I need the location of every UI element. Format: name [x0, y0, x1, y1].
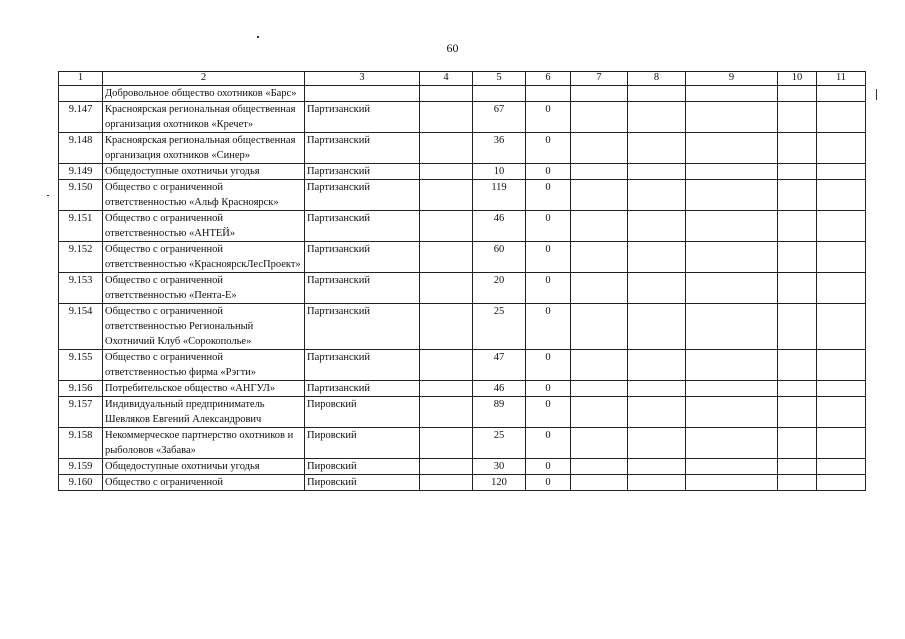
cell-empty-col-10 [778, 102, 817, 133]
cell-empty-col-11 [817, 381, 866, 397]
cell-name: Общедоступные охотничьи угодья [103, 459, 305, 475]
cell-name: Общество с ограниченной ответственностью «Пента-Е» [103, 273, 305, 304]
cell-num: 9.149 [59, 164, 103, 180]
cell-empty-col-9 [686, 180, 778, 211]
cell-empty-col-9 [686, 397, 778, 428]
table-row [59, 211, 866, 242]
cell-name: Красноярская региональная общественная организация охотников «Синер» [103, 133, 305, 164]
cell-empty-col-10 [778, 459, 817, 475]
cell-empty-col-9 [686, 381, 778, 397]
cell-c6 [526, 86, 571, 102]
cell-empty-col-9 [686, 102, 778, 133]
cell-num: 9.159 [59, 459, 103, 475]
cell-empty-col-10 [778, 350, 817, 381]
cell-name: Красноярская региональная общественная организация охотников «Кречет» [103, 102, 305, 133]
cell-empty-col-11 [817, 86, 866, 102]
cell-empty-col-7 [571, 133, 628, 164]
scan-speck [257, 36, 259, 38]
scan-speck [47, 195, 49, 196]
cell-num: 9.156 [59, 381, 103, 397]
cell-c4 [420, 350, 473, 381]
column-header-11: 11 [817, 72, 866, 86]
cell-c5: 60 [473, 242, 526, 273]
cell-c5: 89 [473, 397, 526, 428]
data-table [58, 71, 866, 491]
cell-empty-col-8 [628, 428, 686, 459]
cell-district: Пировский [305, 459, 420, 475]
scan-line-mark [876, 89, 877, 100]
cell-empty-col-11 [817, 211, 866, 242]
cell-empty-col-10 [778, 133, 817, 164]
cell-district: Пировский [305, 397, 420, 428]
cell-c5: 30 [473, 459, 526, 475]
cell-empty-col-7 [571, 475, 628, 491]
cell-name: Общество с ограниченной ответственностью «КрасноярскЛесПроект» [103, 242, 305, 273]
cell-empty-col-11 [817, 428, 866, 459]
cell-empty-col-9 [686, 211, 778, 242]
cell-c4 [420, 242, 473, 273]
cell-c4 [420, 180, 473, 211]
cell-empty-col-9 [686, 242, 778, 273]
column-header-2: 2 [103, 72, 305, 86]
table-row [59, 397, 866, 428]
column-header-6: 6 [526, 72, 571, 86]
cell-c6: 0 [526, 211, 571, 242]
column-header-4: 4 [420, 72, 473, 86]
cell-district: Пировский [305, 428, 420, 459]
cell-name: Общество с ограниченной ответственностью «Альф Красноярск» [103, 180, 305, 211]
cell-num: 9.148 [59, 133, 103, 164]
cell-num: 9.157 [59, 397, 103, 428]
column-header-10: 10 [778, 72, 817, 86]
cell-c4 [420, 459, 473, 475]
cell-num: 9.150 [59, 180, 103, 211]
cell-empty-col-11 [817, 180, 866, 211]
table-row [59, 459, 866, 475]
cell-c5 [473, 86, 526, 102]
cell-empty-col-9 [686, 475, 778, 491]
column-header-3: 3 [305, 72, 420, 86]
cell-empty-col-7 [571, 164, 628, 180]
cell-empty-col-11 [817, 475, 866, 491]
cell-empty-col-8 [628, 133, 686, 164]
cell-empty-col-9 [686, 86, 778, 102]
cell-name: Общедоступные охотничьи угодья [103, 164, 305, 180]
cell-empty-col-9 [686, 350, 778, 381]
cell-c6: 0 [526, 350, 571, 381]
cell-district [305, 86, 420, 102]
cell-empty-col-10 [778, 397, 817, 428]
table-row [59, 475, 866, 491]
column-header-8: 8 [628, 72, 686, 86]
cell-empty-col-8 [628, 242, 686, 273]
cell-c6: 0 [526, 102, 571, 133]
table-row [59, 428, 866, 459]
cell-c6: 0 [526, 304, 571, 350]
cell-c4 [420, 211, 473, 242]
cell-empty-col-7 [571, 428, 628, 459]
cell-empty-col-11 [817, 242, 866, 273]
cell-empty-col-8 [628, 397, 686, 428]
cell-district: Партизанский [305, 102, 420, 133]
cell-c4 [420, 304, 473, 350]
cell-district: Партизанский [305, 211, 420, 242]
cell-c5: 46 [473, 211, 526, 242]
cell-empty-col-10 [778, 180, 817, 211]
table-row [59, 86, 866, 102]
cell-empty-col-10 [778, 273, 817, 304]
cell-empty-col-10 [778, 475, 817, 491]
cell-c4 [420, 397, 473, 428]
cell-c6: 0 [526, 397, 571, 428]
cell-num: 9.152 [59, 242, 103, 273]
cell-empty-col-8 [628, 164, 686, 180]
cell-c5: 36 [473, 133, 526, 164]
cell-c5: 67 [473, 102, 526, 133]
cell-c6: 0 [526, 133, 571, 164]
cell-name: Индивидуальный предприниматель Шевляков Евгений Александрович [103, 397, 305, 428]
cell-name: Некоммерческое партнерство охотников и рыболовов «Забава» [103, 428, 305, 459]
cell-c5: 20 [473, 273, 526, 304]
cell-empty-col-11 [817, 397, 866, 428]
cell-c5: 120 [473, 475, 526, 491]
cell-empty-col-7 [571, 102, 628, 133]
column-header-5: 5 [473, 72, 526, 86]
cell-empty-col-8 [628, 459, 686, 475]
table-row [59, 164, 866, 180]
cell-empty-col-7 [571, 381, 628, 397]
cell-empty-col-7 [571, 180, 628, 211]
cell-c4 [420, 164, 473, 180]
cell-empty-col-8 [628, 304, 686, 350]
cell-empty-col-8 [628, 180, 686, 211]
cell-name: Добровольное общество охотников «Барс» [103, 86, 305, 102]
cell-empty-col-10 [778, 428, 817, 459]
table-row [59, 242, 866, 273]
cell-empty-col-7 [571, 350, 628, 381]
table-row [59, 381, 866, 397]
cell-c4 [420, 381, 473, 397]
cell-district: Партизанский [305, 180, 420, 211]
cell-empty-col-8 [628, 86, 686, 102]
cell-district: Партизанский [305, 133, 420, 164]
cell-c6: 0 [526, 381, 571, 397]
cell-c6: 0 [526, 428, 571, 459]
cell-district: Партизанский [305, 350, 420, 381]
cell-district: Партизанский [305, 242, 420, 273]
cell-empty-col-7 [571, 242, 628, 273]
cell-num [59, 86, 103, 102]
cell-c6: 0 [526, 273, 571, 304]
cell-name: Общество с ограниченной ответственностью «АНТЕЙ» [103, 211, 305, 242]
cell-empty-col-11 [817, 350, 866, 381]
cell-empty-col-9 [686, 428, 778, 459]
cell-district: Пировский [305, 475, 420, 491]
cell-empty-col-8 [628, 211, 686, 242]
cell-c5: 47 [473, 350, 526, 381]
cell-empty-col-8 [628, 381, 686, 397]
page-number: 60 [446, 41, 459, 55]
cell-name: Общество с ограниченной ответственностью Региональный Охотничий Клуб «Сорокополье» [103, 304, 305, 350]
cell-empty-col-10 [778, 211, 817, 242]
cell-c4 [420, 475, 473, 491]
column-header-1: 1 [59, 72, 103, 86]
cell-empty-col-11 [817, 459, 866, 475]
cell-c4 [420, 428, 473, 459]
cell-num: 9.147 [59, 102, 103, 133]
cell-empty-col-7 [571, 304, 628, 350]
cell-c6: 0 [526, 164, 571, 180]
cell-empty-col-7 [571, 211, 628, 242]
cell-c5: 25 [473, 304, 526, 350]
cell-empty-col-8 [628, 475, 686, 491]
cell-empty-col-9 [686, 164, 778, 180]
cell-num: 9.160 [59, 475, 103, 491]
cell-num: 9.151 [59, 211, 103, 242]
cell-empty-col-11 [817, 304, 866, 350]
table-row [59, 180, 866, 211]
cell-empty-col-10 [778, 242, 817, 273]
table-header-row [59, 72, 866, 86]
cell-c6: 0 [526, 475, 571, 491]
cell-empty-col-7 [571, 273, 628, 304]
cell-empty-col-9 [686, 304, 778, 350]
cell-empty-col-9 [686, 133, 778, 164]
cell-empty-col-11 [817, 164, 866, 180]
cell-empty-col-7 [571, 86, 628, 102]
cell-empty-col-10 [778, 304, 817, 350]
table-row [59, 304, 866, 350]
cell-district: Партизанский [305, 164, 420, 180]
cell-empty-col-10 [778, 381, 817, 397]
column-header-9: 9 [686, 72, 778, 86]
cell-empty-col-7 [571, 459, 628, 475]
cell-c5: 119 [473, 180, 526, 211]
cell-empty-col-10 [778, 86, 817, 102]
cell-c5: 10 [473, 164, 526, 180]
table-body [59, 86, 866, 491]
cell-c6: 0 [526, 180, 571, 211]
cell-name: Потребительское общество «АНГУЛ» [103, 381, 305, 397]
cell-empty-col-8 [628, 102, 686, 133]
cell-empty-col-7 [571, 397, 628, 428]
cell-c6: 0 [526, 459, 571, 475]
cell-empty-col-10 [778, 164, 817, 180]
column-header-7: 7 [571, 72, 628, 86]
cell-c5: 46 [473, 381, 526, 397]
cell-district: Партизанский [305, 304, 420, 350]
cell-district: Партизанский [305, 273, 420, 304]
table-row [59, 273, 866, 304]
cell-num: 9.153 [59, 273, 103, 304]
cell-empty-col-11 [817, 273, 866, 304]
cell-empty-col-9 [686, 273, 778, 304]
table-row [59, 350, 866, 381]
cell-empty-col-11 [817, 102, 866, 133]
cell-c6: 0 [526, 242, 571, 273]
cell-empty-col-8 [628, 273, 686, 304]
cell-num: 9.155 [59, 350, 103, 381]
cell-num: 9.158 [59, 428, 103, 459]
cell-empty-col-8 [628, 350, 686, 381]
cell-c5: 25 [473, 428, 526, 459]
cell-num: 9.154 [59, 304, 103, 350]
cell-c4 [420, 86, 473, 102]
table-row [59, 133, 866, 164]
cell-c4 [420, 133, 473, 164]
table-row [59, 102, 866, 133]
cell-district: Партизанский [305, 381, 420, 397]
cell-empty-col-11 [817, 133, 866, 164]
cell-name: Общество с ограниченной [103, 475, 305, 491]
cell-empty-col-9 [686, 459, 778, 475]
cell-name: Общество с ограниченной ответственностью фирма «Рэгти» [103, 350, 305, 381]
cell-c4 [420, 102, 473, 133]
cell-c4 [420, 273, 473, 304]
